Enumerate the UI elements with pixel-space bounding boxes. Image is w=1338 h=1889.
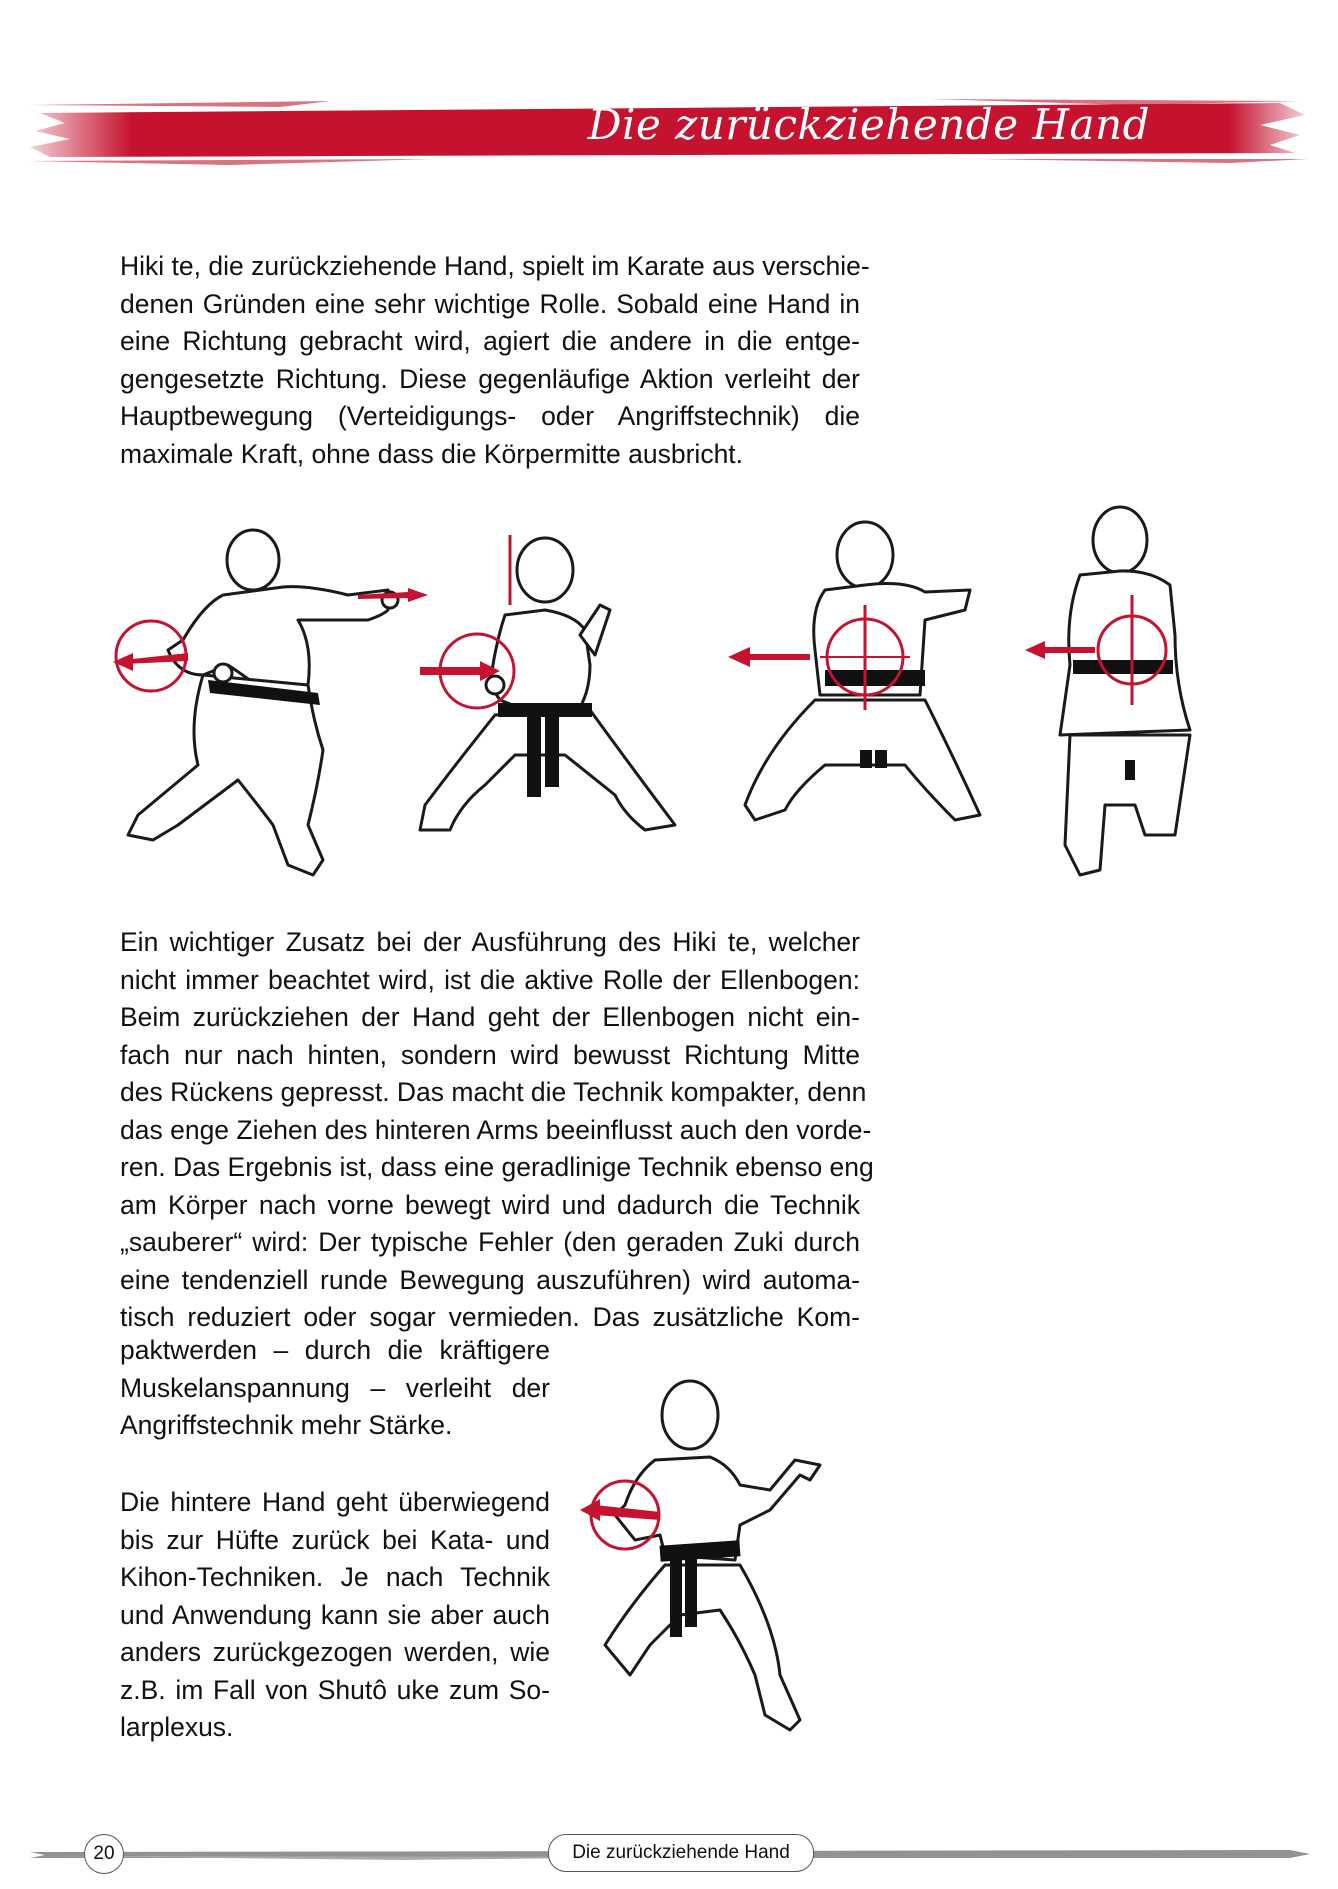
text-line: eine Richtung gebracht wird, agiert die andere in die entge- xyxy=(120,326,860,356)
intro-paragraph xyxy=(120,248,870,473)
text-line: Kihon-Techniken. Je nach Technik xyxy=(120,1562,550,1592)
text-line: tisch reduziert oder sogar vermieden. Das zusätzliche Kom- xyxy=(120,1302,860,1332)
figure-shuto-uke-stance xyxy=(570,1375,870,1755)
text-line: Hauptbewegung (Verteidigungs- oder Angriffstechnik) die xyxy=(120,401,860,431)
hip-paragraph xyxy=(120,1484,550,1747)
text-line: z.B. im Fall von Shutô uke zum So- xyxy=(120,1674,550,1705)
figure-zuki-back xyxy=(725,520,1015,860)
elbow-paragraph-continued xyxy=(120,1332,550,1445)
text-line: Angriffstechnik mehr Stärke. xyxy=(120,1410,453,1440)
page-number: 20 xyxy=(84,1834,124,1874)
page-title: Die zurückziehende Hand xyxy=(587,100,1150,149)
text-line: Die hintere Hand geht überwiegend xyxy=(120,1487,550,1517)
text-line: gengesetzte Richtung. Diese gegenläufige Aktion verleiht der xyxy=(120,363,860,394)
text-line: und Anwendung kann sie aber auch xyxy=(120,1599,550,1630)
text-line: denen Gründen eine sehr wichtige Rolle. Sobald eine Hand in xyxy=(120,288,860,319)
figure-shuto-uke-front xyxy=(415,535,715,865)
text-line: Ein wichtiger Zusatz bei der Ausführung des Hiki te, welcher xyxy=(120,927,860,957)
text-line: des Rückens gepresst. Das macht die Technik kompakter, denn xyxy=(120,1077,867,1107)
text-line: anders zurückgezogen werden, wie xyxy=(120,1637,550,1667)
text-line: Muskelanspannung – verleiht der xyxy=(120,1372,550,1403)
figure-oi-zuki-side xyxy=(108,525,428,885)
text-line: Beim zurückziehen der Hand geht der Ellenbogen nicht ein- xyxy=(120,1002,860,1032)
text-line: am Körper nach vorne bewegt wird und dadurch die Technik xyxy=(120,1189,860,1220)
text-line: Hiki te, die zurückziehende Hand, spielt im Karate aus verschie- xyxy=(120,251,870,281)
text-line: eine tendenziell runde Bewegung auszuführen) wird automa- xyxy=(120,1264,860,1295)
text-line: „sauberer“ wird: Der typische Fehler (den geraden Zuki durch xyxy=(120,1227,860,1257)
text-line: paktwerden – durch die kräftigere xyxy=(120,1335,550,1365)
footer-section-label: Die zurückziehende Hand xyxy=(548,1834,814,1872)
elbow-paragraph xyxy=(120,924,874,1337)
figure-back-standing xyxy=(1025,505,1205,890)
text-line: das enge Ziehen des hinteren Arms beeinflusst auch den vorde- xyxy=(120,1114,872,1145)
text-line: ren. Das Ergebnis ist, dass eine geradlinige Technik ebenso eng xyxy=(120,1152,874,1182)
text-line: maximale Kraft, ohne dass die Körpermitte ausbricht. xyxy=(120,438,744,469)
text-line: fach nur nach hinten, sondern wird bewusst Richtung Mitte xyxy=(120,1039,860,1070)
text-line: larplexus. xyxy=(120,1712,234,1742)
text-line: nicht immer beachtet wird, ist die aktive Rolle der Ellenbogen: xyxy=(120,964,860,995)
text-line: bis zur Hüfte zurück bei Kata- und xyxy=(120,1524,550,1555)
